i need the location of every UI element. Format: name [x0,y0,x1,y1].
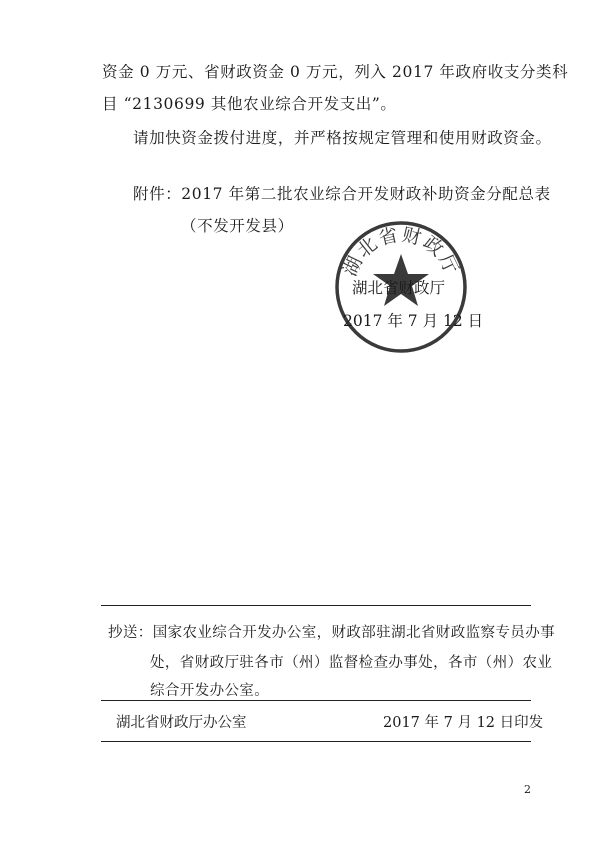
seal-text-path: 湖北省财政厅 [338,223,464,280]
divider-middle [101,700,531,701]
footer-org: 湖北省财政厅办公室 [116,715,247,731]
signature-org: 湖北省财政厅 [352,279,446,297]
divider-bottom [101,741,531,742]
cc-line-3: 综合开发办公室。 [150,683,270,699]
cc-line-1: 抄送：国家农业综合开发办公室，财政部驻湖北省财政监察专员办事 [108,625,555,641]
signature-date: 2017 年 7 月 12 日 [343,312,484,330]
body-line-3: 请加快资金拨付进度，并严格按规定管理和使用财政资金。 [133,129,552,147]
attachment-line-1: 附件：2017 年第二批农业综合开发财政补助资金分配总表 [133,185,551,203]
cc-line-2: 处，省财政厅驻各市（州）监督检查办事处，各市（州）农业 [150,655,553,671]
page-number: 2 [524,783,531,796]
body-line-2: 目 “2130699 其他农业综合开发支出”。 [102,95,397,113]
body-line-1: 资金 0 万元、省财政资金 0 万元，列入 2017 年政府收支分类科 [102,63,569,81]
footer-date: 2017 年 7 月 12 日印发 [383,715,544,731]
attachment-line-2: （不发开发县） [181,217,294,235]
divider-top [101,605,531,606]
